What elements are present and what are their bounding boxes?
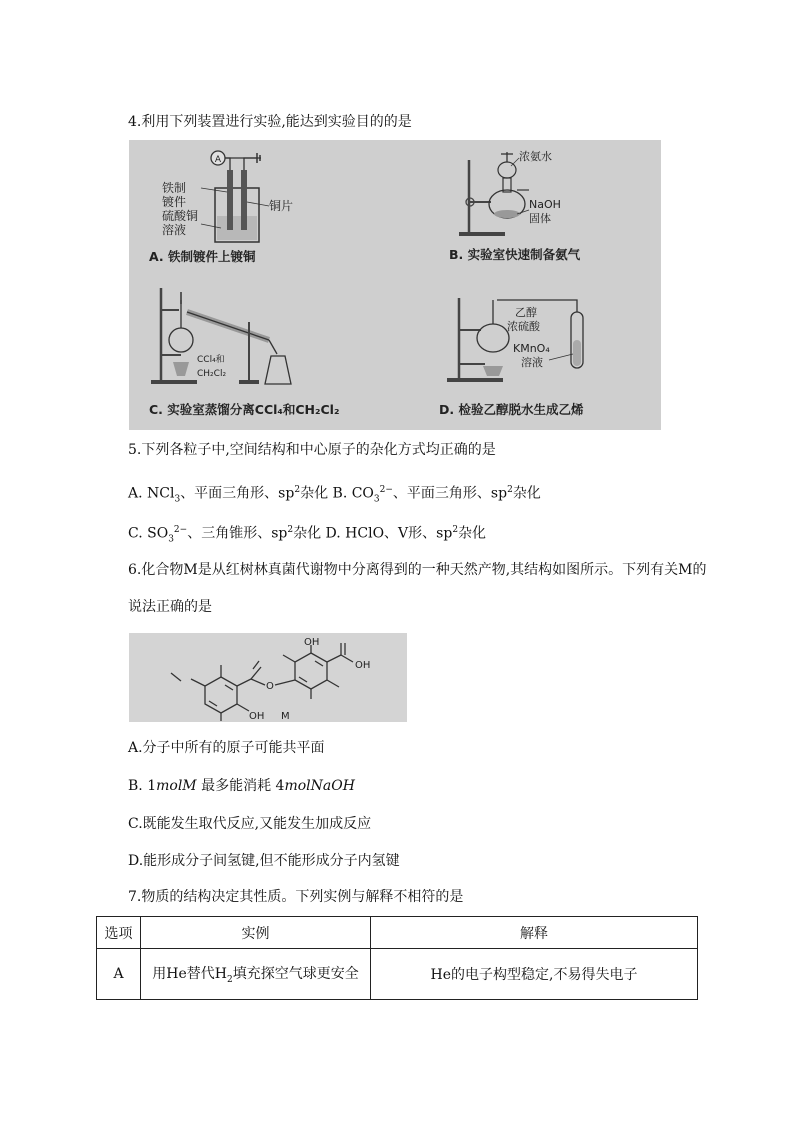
example-post: 填充探空气球更安全 — [232, 966, 359, 983]
panel-c-distillation — [149, 288, 339, 417]
option-c-text: 、三角锥形、sp — [187, 525, 288, 542]
question-6-option-c: C.既能发生取代反应,又能发生加成反应 — [128, 816, 372, 832]
label-ethanol: 乙醇 — [515, 306, 537, 319]
apparatus-diagram — [129, 140, 661, 430]
example-sub: 2 — [226, 974, 233, 985]
caption-c: C. 实验室蒸馏分离CCl₄和CH₂Cl₂ — [149, 402, 340, 417]
option-a-sub: 3 — [174, 494, 181, 505]
option-c-charge: 2− — [173, 525, 188, 535]
label-kmno4-solution: 溶液 — [521, 356, 543, 369]
label-naoh-2: 固体 — [529, 212, 551, 225]
question-5-stem: 5.下列各粒子中,空间结构和中心原子的杂化方式均正确的是 — [128, 442, 496, 458]
cell-explanation: He的电子构型稳定,不易得失电子 — [371, 949, 698, 1000]
option-b-sup: 2 — [507, 485, 513, 495]
label-m: M — [281, 711, 290, 722]
label-solution-1: 硫酸铜 — [162, 209, 199, 223]
label-naoh-1: NaOH — [529, 198, 561, 211]
option-b-prefix: B. 1 — [128, 778, 157, 794]
label-ester-o: O — [266, 681, 274, 692]
label-conc-ammonia: 浓氨水 — [519, 150, 552, 163]
question-6-stem-line2: 说法正确的是 — [128, 599, 212, 615]
question-6-option-d: D.能形成分子间氢键,但不能形成分子内氢键 — [128, 853, 400, 869]
structure-figure — [129, 633, 407, 722]
question-5-options-ab — [128, 480, 541, 509]
example-pre: 用He替代H — [152, 966, 227, 983]
table-header-row — [97, 917, 698, 949]
option-b-sub: 3 — [373, 494, 380, 505]
caption-a: A. 铁制镀件上镀铜 — [149, 249, 256, 264]
option-b-naoh: molNaOH — [284, 778, 355, 794]
option-c-end: 杂化 D. HClO、V形、sp — [293, 525, 453, 542]
question-6-option-b — [128, 776, 355, 796]
header-explanation: 解释 — [371, 917, 698, 949]
option-a-end: 杂化 B. CO — [300, 485, 374, 502]
label-iron-part-1: 铁制 — [162, 181, 187, 195]
option-b-mol: molM — [156, 778, 197, 794]
option-b-end: 杂化 — [512, 485, 541, 502]
table-row — [97, 949, 698, 1000]
panel-a-electroplating — [149, 151, 293, 264]
header-example: 实例 — [141, 917, 371, 949]
label-iron-part-2: 镀件 — [162, 195, 187, 209]
label-oh-top: OH — [304, 637, 320, 648]
cell-option: A — [97, 949, 141, 1000]
option-a-formula: A. NCl — [128, 485, 175, 502]
question-5-options-cd — [128, 520, 486, 549]
header-option: 选项 — [97, 917, 141, 949]
caption-b: B. 实验室快速制备氨气 — [449, 247, 581, 262]
question-6-stem-line1: 6.化合物M是从红树林真菌代谢物中分离得到的一种天然产物,其结构如图所示。下列有关M的 — [128, 562, 707, 578]
option-c-formula: C. SO — [128, 525, 169, 542]
molecule-m-structure — [129, 633, 407, 722]
cell-example — [141, 949, 371, 1000]
option-c-sub: 3 — [168, 534, 174, 545]
option-d-sup: 2 — [452, 525, 459, 535]
label-copper-plate: 铜片 — [269, 199, 294, 213]
panel-b-ammonia — [449, 149, 581, 262]
label-ccl4-2: CH₂Cl₂ — [197, 369, 227, 379]
option-b-charge: 2− — [379, 485, 393, 495]
label-conc-h2so4: 浓硫酸 — [507, 320, 540, 333]
label-solution-2: 溶液 — [162, 223, 187, 237]
question-7-table — [96, 916, 698, 1000]
option-d-end: 杂化 — [458, 525, 487, 542]
option-a-text: 、平面三角形、sp — [180, 485, 295, 502]
caption-d: D. 检验乙醇脱水生成乙烯 — [439, 402, 584, 417]
option-b-mid: 最多能消耗 4 — [196, 778, 285, 794]
label-kmno4: KMnO₄ — [513, 342, 550, 355]
question-4-stem: 4.利用下列装置进行实验,能达到实验目的的是 — [128, 114, 412, 130]
option-a-sup: 2 — [294, 485, 301, 495]
option-c-sup: 2 — [287, 525, 294, 535]
label-oh-acid: OH — [355, 660, 371, 671]
label-ccl4-1: CCl₄和 — [197, 355, 225, 365]
ammeter-label: A — [214, 155, 222, 165]
panel-d-ethylene — [439, 298, 584, 417]
option-b-text: 、平面三角形、sp — [392, 485, 508, 502]
label-oh-bottom: OH — [249, 711, 265, 722]
question-6-option-a: A.分子中所有的原子可能共平面 — [128, 740, 325, 756]
apparatus-figure — [129, 140, 661, 430]
question-7-stem: 7.物质的结构决定其性质。下列实例与解释不相符的是 — [128, 889, 464, 905]
